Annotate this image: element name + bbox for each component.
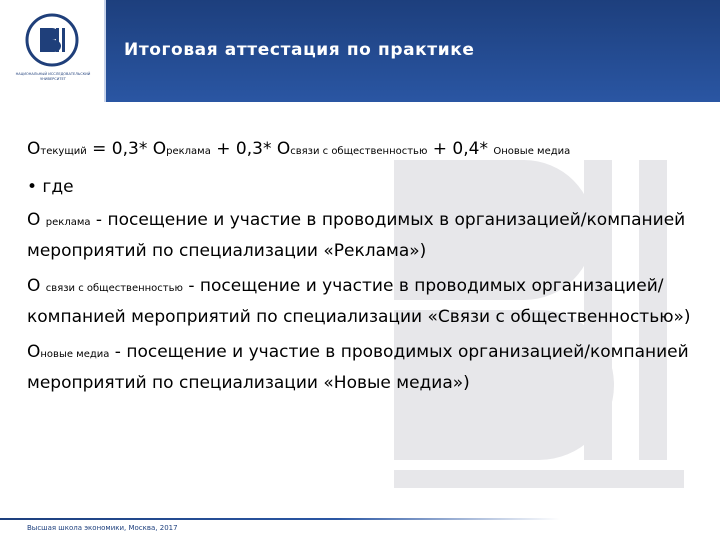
definition-text: - посещение и участие в проводимых в организацией/компанией мероприятий по специализации «Реклама») <box>27 210 686 261</box>
definition-sub: связи с общественностью <box>45 283 183 294</box>
definition-sub: реклама <box>45 217 91 228</box>
definition-symbol: О <box>27 210 46 230</box>
formula-sub-newmedia: Оновые медиа <box>493 146 571 157</box>
hse-logo-icon <box>18 10 86 70</box>
definition-text: - посещение и участие в проводимых организацией/компанией мероприятий по специализации «Новые медиа») <box>27 342 689 393</box>
header-bar <box>104 0 720 102</box>
footer-divider <box>0 518 560 520</box>
logo-box <box>0 0 104 102</box>
formula-sub-ads: реклама <box>166 146 211 157</box>
footer-text: Высшая школа экономики, Москва, 2017 <box>27 524 178 532</box>
definition-symbol: О <box>27 276 46 296</box>
content <box>27 135 695 398</box>
formula-term-3: + 0,4* <box>427 139 494 159</box>
formula-symbol: О <box>27 139 41 159</box>
definition-sub: новые медиа <box>40 349 110 360</box>
page-title: Итоговая аттестация по практике <box>124 40 475 60</box>
formula-term-1: = 0,3* О <box>86 139 167 159</box>
definition-symbol: О <box>27 342 41 362</box>
formula <box>27 135 695 166</box>
definition-text: - посещение и участие в проводимых организацией/компанией мероприятий по специализации «Связи с общественностью») <box>27 276 691 327</box>
formula-sub-current: текущий <box>40 146 87 157</box>
bullet-where: • где <box>27 177 74 197</box>
logo-caption: НАЦИОНАЛЬНЫЙ ИССЛЕДОВАТЕЛЬСКИЙ УНИВЕРСИТЕТ <box>15 72 91 81</box>
formula-term-2: + 0,3* О <box>210 139 291 159</box>
footer <box>0 518 720 540</box>
header <box>0 0 720 102</box>
formula-sub-pr: связи с общественностью <box>290 146 428 157</box>
definition-newmedia <box>27 338 695 398</box>
definition-ads <box>27 206 695 266</box>
definition-pr <box>27 272 695 332</box>
